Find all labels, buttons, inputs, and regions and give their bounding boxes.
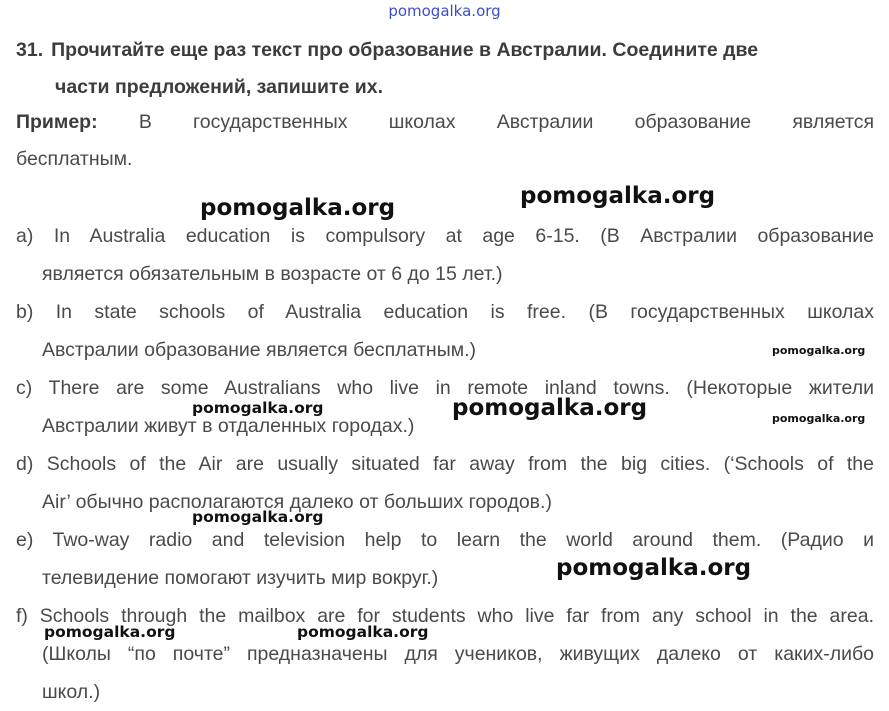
list-item	[16, 597, 874, 711]
item-line1: e) Two-way radio and television help to learn the world around them. (Радио и	[16, 529, 874, 551]
example-text-line1: В государственных школах Австралии образование является	[138, 111, 875, 133]
watermark: pomogalka.org	[772, 412, 866, 425]
item-line1: c) There are some Australians who live in remote inland towns. (Некоторые жители	[16, 377, 874, 399]
task-number: 31.	[16, 39, 44, 61]
list-item	[16, 369, 874, 445]
top-watermark: pomogalka.org	[388, 2, 501, 20]
item-line1: b) In state schools of Australia education is free. (В государственных школах	[16, 301, 874, 323]
task-heading-line1: Прочитайте еще раз текст про образование в Австралии. Соедините две	[51, 39, 759, 61]
item-line1: d) Schools of the Air are usually situated far away from the big cities. (‘Schools of the	[16, 453, 874, 475]
watermark: pomogalka.org	[192, 399, 324, 417]
watermark: pomogalka.org	[44, 623, 176, 641]
item-line2: Австралии образование является бесплатным.)	[42, 339, 477, 361]
example-text-line2: бесплатным.	[16, 148, 133, 170]
watermark: pomogalka.org	[520, 183, 716, 209]
item-line2: (Школы “по почте” предназначены для учеников, живущих далеко от каких-либо	[42, 643, 874, 665]
watermark: pomogalka.org	[772, 344, 866, 357]
example-label: Пример:	[16, 111, 98, 133]
item-line3: школ.)	[42, 681, 101, 703]
task-heading-line2: части предложений, запишите их.	[55, 76, 384, 98]
watermark: pomogalka.org	[452, 395, 648, 421]
task-heading	[16, 32, 874, 106]
watermark: pomogalka.org	[556, 555, 752, 581]
watermark: pomogalka.org	[200, 195, 396, 221]
list-item	[16, 445, 874, 521]
item-line2: телевидение помогают изучить мир вокруг.)	[42, 567, 439, 589]
example-block	[16, 104, 874, 178]
item-line1: a) In Australia education is compulsory at age 6-15. (В Австралии образование	[16, 225, 874, 247]
item-line2: Air’ обычно располагаются далеко от больших городов.)	[42, 491, 552, 513]
list-item	[16, 293, 874, 369]
item-line1: f) Schools through the mailbox are for students who live far from any school in the area.	[16, 605, 874, 627]
watermark: pomogalka.org	[297, 623, 429, 641]
list-item	[16, 217, 874, 293]
watermark: pomogalka.org	[192, 508, 324, 526]
item-line2: является обязательным в возрасте от 6 до 15 лет.)	[42, 263, 503, 285]
item-line2: Австралии живут в отдаленных городах.)	[42, 415, 415, 437]
